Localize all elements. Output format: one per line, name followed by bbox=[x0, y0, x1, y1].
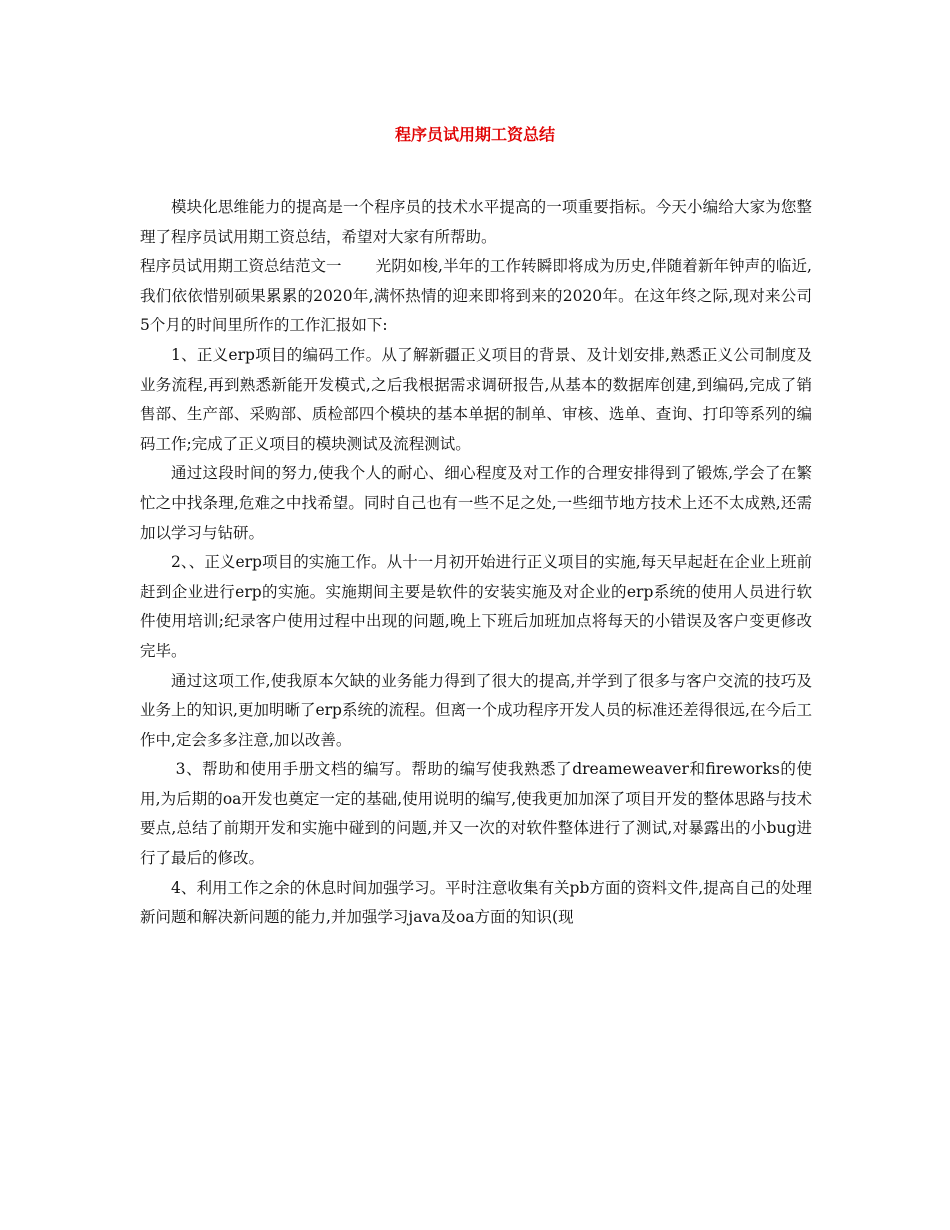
body-paragraph: 通过这段时间的努力,使我个人的耐心、细心程度及对工作的合理安排得到了锻炼,学会了在繁忙之中找条理,危难之中找希望。同时自己也有一些不足之处,一些细节地方技术上还不太成熟,还需加以学习与钻研。 bbox=[140, 464, 812, 542]
page-title: 程序员试用期工资总结 bbox=[394, 125, 555, 144]
sample-heading: 程序员试用期工资总结范文一 bbox=[140, 257, 342, 276]
body-paragraph: 2、、正义erp项目的实施工作。从十一月初开始进行正义项目的实施,每天早起赶在企业上班前赶到企业进行erp的实施。实施期间主要是软件的安装实施及对企业的erp系统的使用人员进行软件使用培训;纪录客户使用过程中出现的问题,晚上下班后加班加点将每天的小错误及客户变更修改完毕。 bbox=[140, 553, 812, 660]
sample-paragraph-text: 光阴如梭,半年的工作转瞬即将成为历史,伴随着新年钟声的临近,我们依依惜别硕果累累的2020年,满怀热情的迎来即将到来的2020年。在这年终之际,现对来公司5个月的时间里所作的工作汇报如下: bbox=[140, 257, 812, 335]
document-body bbox=[140, 193, 812, 933]
intro-paragraph: 模块化思维能力的提高是一个程序员的技术水平提高的一项重要指标。今天小编给大家为您整理了程序员试用期工资总结，希望对大家有所帮助。 bbox=[140, 198, 812, 246]
body-paragraph: 3、帮助和使用手册文档的编写。帮助的编写使我熟悉了dreameweaver和fireworks的使用,为后期的oa开发也奠定一定的基础,使用说明的编写,使我更加加深了项目开发的整体思路与技术要点,总结了前期开发和实施中碰到的问题,并又一次的对软件整体进行了测试,对暴露出的小bug进行了最后的修改。 bbox=[140, 760, 812, 868]
sample-paragraph bbox=[140, 252, 812, 341]
body-paragraph: 4、利用工作之余的休息时间加强学习。平时注意收集有关pb方面的资料文件,提高自己的处理新问题和解决新问题的能力,并加强学习java及oa方面的知识(现 bbox=[140, 878, 812, 927]
body-paragraph: 通过这项工作,使我原本欠缺的业务能力得到了很大的提高,并学到了很多与客户交流的技巧及业务上的知识,更加明晰了erp系统的流程。但离一个成功程序开发人员的标准还差得很远,在今后工作中,定会多多注意,加以改善。 bbox=[140, 671, 812, 749]
body-paragraph: 1、正义erp项目的编码工作。从了解新疆正义项目的背景、及计划安排,熟悉正义公司制度及业务流程,再到熟悉新能开发模式,之后我根据需求调研报告,从基本的数据库创建,到编码,完成了销售部、生产部、采购部、质检部四个模块的基本单据的制单、审核、选单、查询、打印等系列的编码工作;完成了正义项目的模块测试及流程测试。 bbox=[140, 345, 812, 453]
